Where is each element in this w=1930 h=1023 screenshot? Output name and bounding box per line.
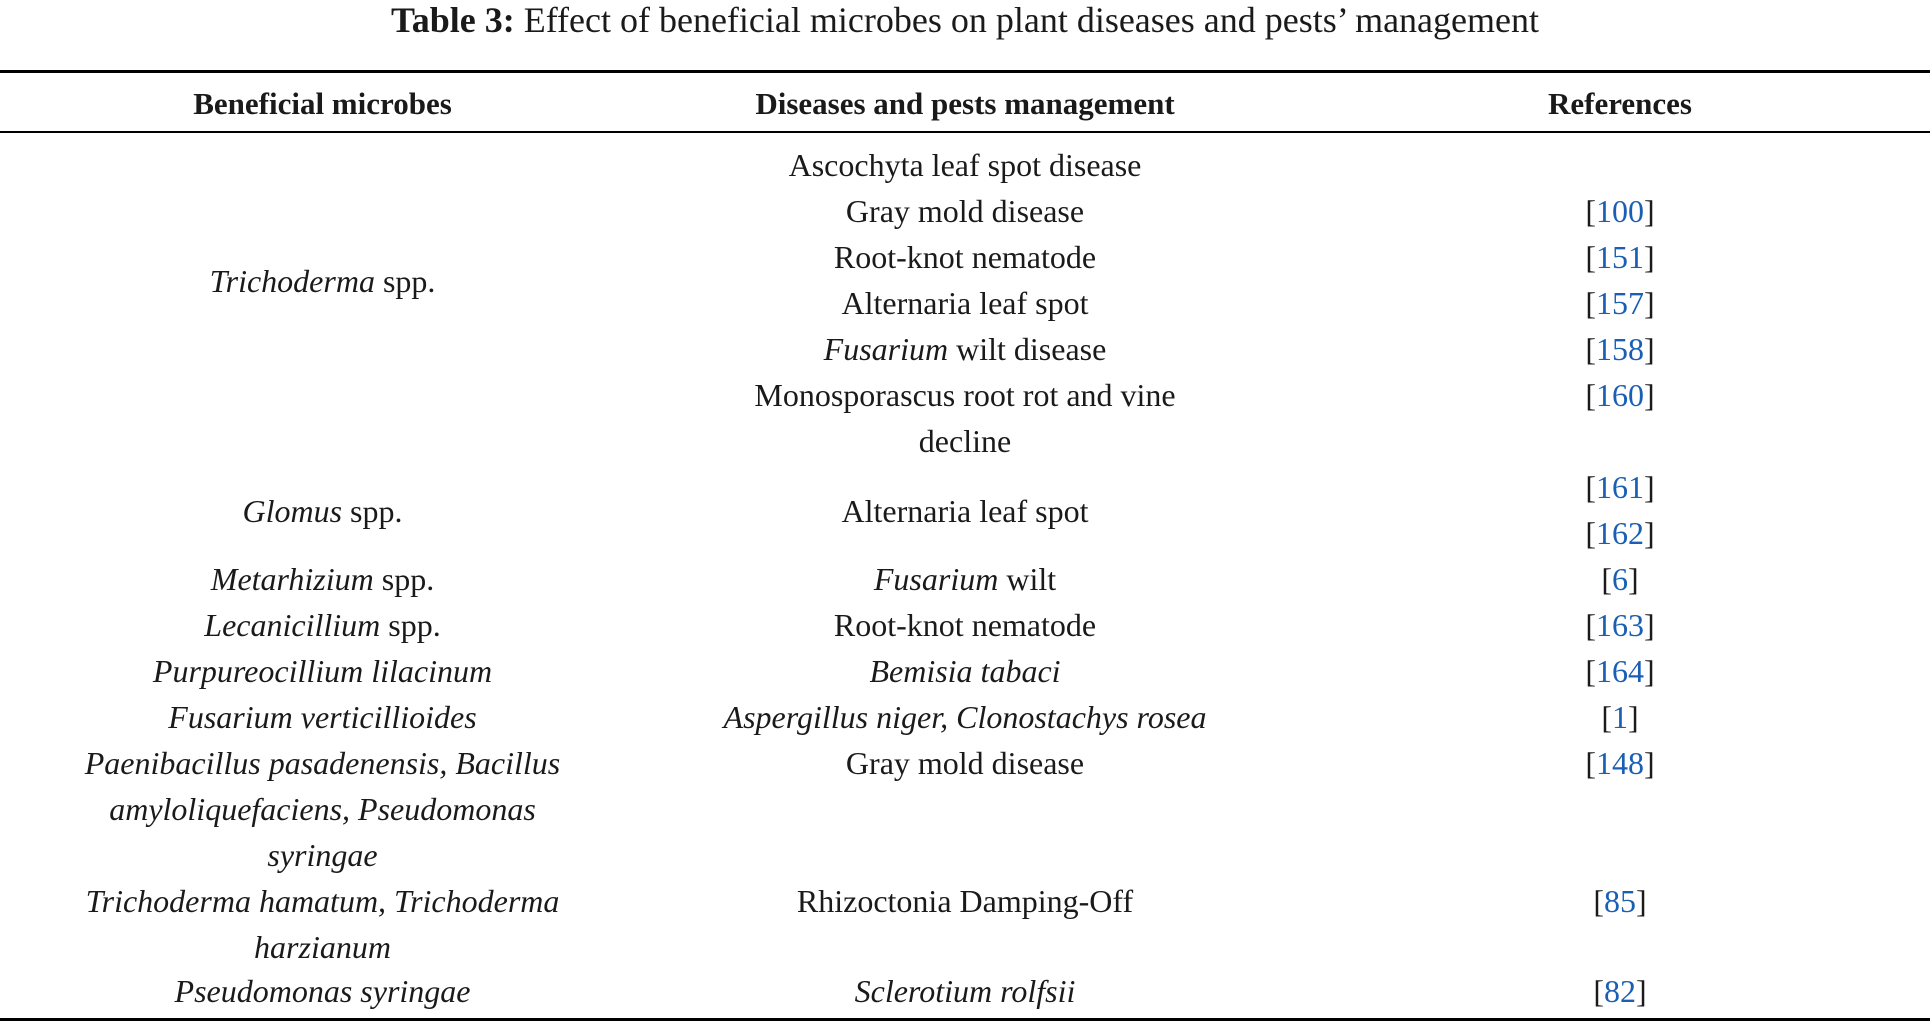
microbe-suffix: spp. xyxy=(373,561,435,597)
header-references: References xyxy=(1547,86,1692,121)
disease-genus: Fusarium xyxy=(823,331,949,367)
disease-gray-mold: Gray mold disease xyxy=(845,745,1085,781)
microbe-name: Metarhizium xyxy=(210,561,374,597)
reference-link[interactable]: [82] xyxy=(1593,973,1647,1009)
microbe-glomus xyxy=(40,488,605,534)
reference-number[interactable]: 158 xyxy=(1596,331,1644,367)
reference-link[interactable]: [160] xyxy=(1585,377,1655,413)
microbe-suffix: spp. xyxy=(342,493,403,529)
reference-link[interactable]: [6] xyxy=(1601,561,1639,597)
reference-link[interactable]: [161] xyxy=(1585,469,1655,505)
top-rule xyxy=(0,70,1930,73)
disease-aspergillus: Aspergillus niger, Clonostachys rosea xyxy=(723,699,1207,735)
reference-number[interactable]: 157 xyxy=(1596,285,1644,321)
reference-number[interactable]: 160 xyxy=(1596,377,1644,413)
microbe-fusarium-verticillioides: Fusarium verticillioides xyxy=(168,699,477,735)
reference-number[interactable]: 161 xyxy=(1596,469,1644,505)
reference-link[interactable]: [1] xyxy=(1601,699,1639,735)
reference-number[interactable]: 100 xyxy=(1596,193,1644,229)
microbe-paenibacillus-line2: amyloliquefaciens, Pseudomonas xyxy=(109,791,536,827)
microbe-name: Trichoderma xyxy=(209,263,375,299)
disease-alternaria: Alternaria leaf spot xyxy=(841,285,1089,321)
microbe-trichoderma-hamatum-line1: Trichoderma hamatum, Trichoderma xyxy=(85,883,560,919)
reference-number[interactable]: 6 xyxy=(1612,561,1628,597)
reference-number[interactable]: 151 xyxy=(1596,239,1644,275)
reference-link[interactable]: [148] xyxy=(1585,745,1655,781)
header-diseases-pests: Diseases and pests management xyxy=(755,86,1175,121)
header-beneficial-microbes: Beneficial microbes xyxy=(193,86,452,121)
reference-number[interactable]: 148 xyxy=(1596,745,1644,781)
reference-link[interactable]: [163] xyxy=(1585,607,1655,643)
reference-link[interactable]: [85] xyxy=(1593,883,1647,919)
reference-number[interactable]: 164 xyxy=(1596,653,1644,689)
reference-link[interactable]: [151] xyxy=(1585,239,1655,275)
disease-suffix: wilt xyxy=(998,561,1057,597)
reference-link[interactable]: [100] xyxy=(1585,193,1655,229)
microbe-trichoderma xyxy=(40,258,605,304)
disease-fusarium-wilt xyxy=(695,326,1235,372)
disease-bemisia: Bemisia tabaci xyxy=(869,653,1061,689)
disease-root-knot: Root-knot nematode xyxy=(833,239,1097,275)
disease-fusarium-wilt xyxy=(695,556,1235,602)
microbe-paenibacillus-line1: Paenibacillus pasadenensis, Bacillus xyxy=(84,745,561,781)
microbe-purpureocillium: Purpureocillium lilacinum xyxy=(152,653,493,689)
microbe-lecanicillium xyxy=(40,602,605,648)
microbe-metarhizium xyxy=(40,556,605,602)
reference-link[interactable]: [157] xyxy=(1585,285,1655,321)
reference-number[interactable]: 82 xyxy=(1604,973,1636,1009)
header-rule xyxy=(0,131,1930,133)
reference-number[interactable]: 162 xyxy=(1596,515,1644,551)
disease-root-knot: Root-knot nematode xyxy=(833,607,1097,643)
reference-number[interactable]: 163 xyxy=(1596,607,1644,643)
disease-genus: Fusarium xyxy=(873,561,999,597)
microbe-name: Glomus xyxy=(242,493,343,529)
reference-link[interactable]: [158] xyxy=(1585,331,1655,367)
microbe-pseudomonas: Pseudomonas syringae xyxy=(174,973,471,1009)
reference-link[interactable]: [164] xyxy=(1585,653,1655,689)
disease-ascochyta: Ascochyta leaf spot disease xyxy=(788,147,1142,183)
table-label: Table 3: xyxy=(391,0,515,40)
table-title: Effect of beneficial microbes on plant diseases and pests’ management xyxy=(514,0,1539,40)
microbe-trichoderma-hamatum-line2: harzianum xyxy=(254,929,391,965)
table-caption xyxy=(0,0,1930,44)
reference-number[interactable]: 1 xyxy=(1612,699,1628,735)
reference-number[interactable]: 85 xyxy=(1604,883,1636,919)
disease-gray-mold: Gray mold disease xyxy=(845,193,1085,229)
disease-monosporascus: Monosporascus root rot and vine xyxy=(754,377,1176,413)
microbe-name: Lecanicillium xyxy=(204,607,381,643)
reference-link[interactable]: [162] xyxy=(1585,515,1655,551)
disease-rhizoctonia: Rhizoctonia Damping-Off xyxy=(796,883,1134,919)
microbe-paenibacillus-line3: syringae xyxy=(267,837,378,873)
bottom-rule xyxy=(0,1018,1930,1021)
microbe-suffix: spp. xyxy=(380,607,441,643)
disease-alternaria: Alternaria leaf spot xyxy=(841,493,1089,529)
microbe-suffix: spp. xyxy=(374,263,436,299)
disease-sclerotium: Sclerotium rolfsii xyxy=(854,973,1076,1009)
disease-monosporascus-cont: decline xyxy=(918,423,1012,459)
disease-suffix: wilt disease xyxy=(948,331,1107,367)
